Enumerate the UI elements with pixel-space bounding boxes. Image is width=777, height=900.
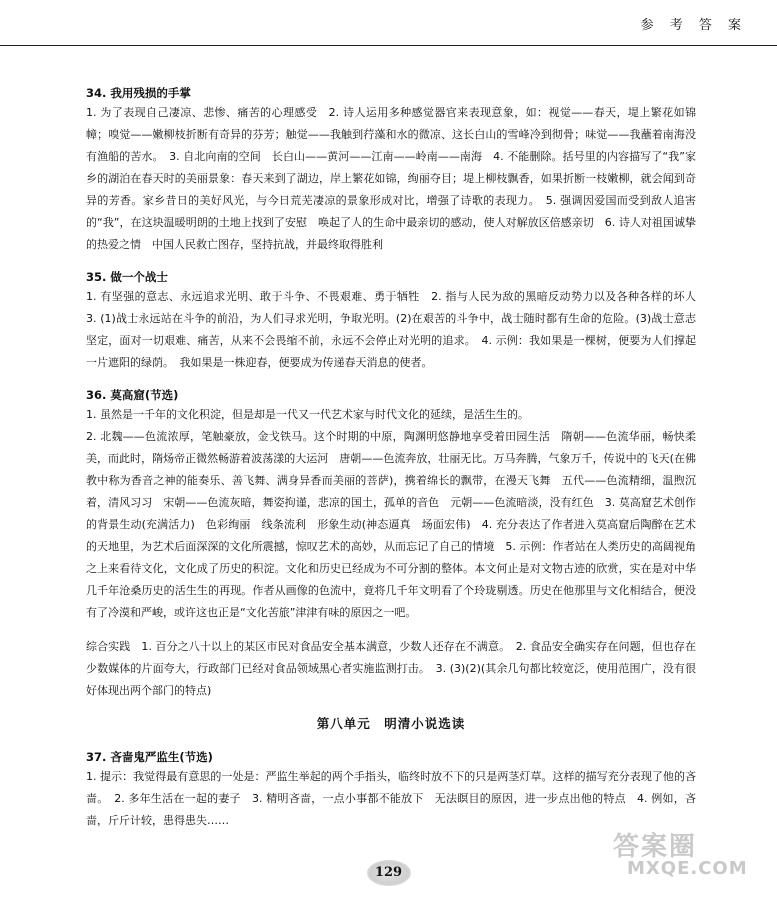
section-36 [86,386,696,624]
section-paragraph: 2. 北魏——色流浓厚，笔触豪放，金戈铁马。这个时期的中原，陶渊明悠静地享受着田园生活 隋朝——色流华丽，畅快柔美，而此时，隋炀帝正微然畅游着波荡漾的大运河 唐朝——色流奔放，壮丽无比。万马奔腾，气象万千，传说中的飞天(在佛教中称为香音之神的能奏乐、善飞舞、满身异香而美丽的菩萨)，携着绵长的飘带，在漫天飞舞 五代——色流精细，温煦沉着，清风习习 宋朝——色流灰暗，舞姿拘谨，悲凉的国土，孤单的音色 元朝——色流暗淡，没有红色 3. 莫高窟艺术创作的背景生动(充满活力) 色彩绚丽 线条流利 形象生动(神态逼真 场面宏伟) 4. 充分表达了作者进入莫高窟后陶醉在艺术的天地里，为艺术后面深深的文化所震撼，惊叹艺术的高妙，从而忘记了自己的情境 5. 示例：作者站在人类历史的高阔视角之上来看待文化，文化成了历史的积淀。文化和历史已经成为不可分割的整体。本文何止是对文物古迹的欣赏，实在是对中华几千年沧桑历史的活生生的再现。作者从画像的色流中，竟将几千年文明看了个玲珑剔透。历史在他那里与文化相结合，便没有了冷漠和严峻，或许这也正是“文化苦旅”津津有味的原因之一吧。 [86,430,696,619]
unit-title: 第八单元 明清小说选读 [316,716,466,731]
page-number: 129 [367,860,411,886]
section-paragraph: 1. 为了表现自己凄凉、悲惨、痛苦的心理感受 2. 诗人运用多种感觉器官来表现意象，如：视觉——春天，堤上繁花如锦幛；嗅觉——嫩柳枝折断有奇异的芬芳；触觉——我触到荇藻和水的微凉、这长白山的雪峰冷到彻骨；味觉——我蘸着南海没有渔船的苦水。 3. 自北向南的空间 长白山——黄河——江南——岭南——南海 4. 不能删除。括号里的内容描写了“我”家乡的湖泊在春天时的美丽景象：春天来到了湖边，岸上繁花如锦，绚丽夺目；堤上柳枝飘香，如果折断一枝嫩柳，就会闻到奇异的芳香。家乡昔日的美好风光，与今日荒芜凄凉的景象形成对比，增强了诗歌的表现力。 5. 强调因爱国而受到敌人追害的“我”，在这块温暖明朗的土地上找到了安慰 唤起了人的生命中最亲切的感动，使人对解放区倍感亲切 6. 诗人对祖国诚挚的热爱之情 中国人民救亡图存，坚持抗战，并最终取得胜利 [86,106,696,251]
section-paragraph: 1. 有坚强的意志、永远追求光明、敢于斗争、不畏艰难、勇于牺牲 2. 指与人民为敌的黑暗反动势力以及各种各样的坏人 3. (1)战士永远站在斗争的前沿，为人们寻求光明，争取光明。(2)在艰苦的斗争中，战士随时都有生命的危险。(3)战士意志坚定，面对一切艰难、痛苦，从来不会畏缩不前，永远不会停止对光明的追求。 4. 示例：我如果是一棵树，便要为人们撑起一片遮阳的绿荫。 我如果是一株迎春，便要成为传递春天消息的使者。 [86,290,707,369]
section-37 [86,748,696,832]
section-heading: 36. 莫高窟(节选) [86,388,179,402]
section-paragraph: 1. 虽然是一千年的文化积淀，但是却是一代又一代艺术家与时代文化的延续，是活生生的。 [86,408,529,421]
running-header: 参 考 答 案 [640,18,747,33]
watermark-logo [613,826,763,886]
watermark-text: 答案圈 [613,832,698,862]
section-practice [86,636,696,702]
section-heading: 34. 我用残损的手掌 [86,86,191,100]
answer-content [86,84,707,844]
practice-paragraph: 综合实践 1. 百分之八十以上的某区市民对食品安全基本满意，少数人还存在不满意。 2. 食品安全确实存在问题，但也存在少数媒体的片面夸大，行政部门已经对食品领域黑心者实施监测打击。 3. (3)(2)(其余几句都比较宽泛，使用范围广，没有很好体现出两个部门的特点) [86,640,696,697]
watermark-url: MXQE.COM [627,858,748,879]
section-35 [86,268,707,374]
section-34 [86,84,696,256]
section-heading: 37. 吝啬鬼严监生(节选) [86,750,213,764]
section-heading: 35. 做一个战士 [86,270,168,284]
section-paragraph: 1. 提示：我觉得最有意思的一处是：严监生举起的两个手指头，临终时放不下的只是两茎灯草。这样的描写充分表现了他的吝啬。 2. 多年生活在一起的妻子 3. 精明吝啬，一点小事都不能放下 无法瞑目的原因，进一步点出他的特点 4. 例如，吝啬，斤斤计较，患得患失…… [86,770,696,827]
header-rule [0,45,777,46]
